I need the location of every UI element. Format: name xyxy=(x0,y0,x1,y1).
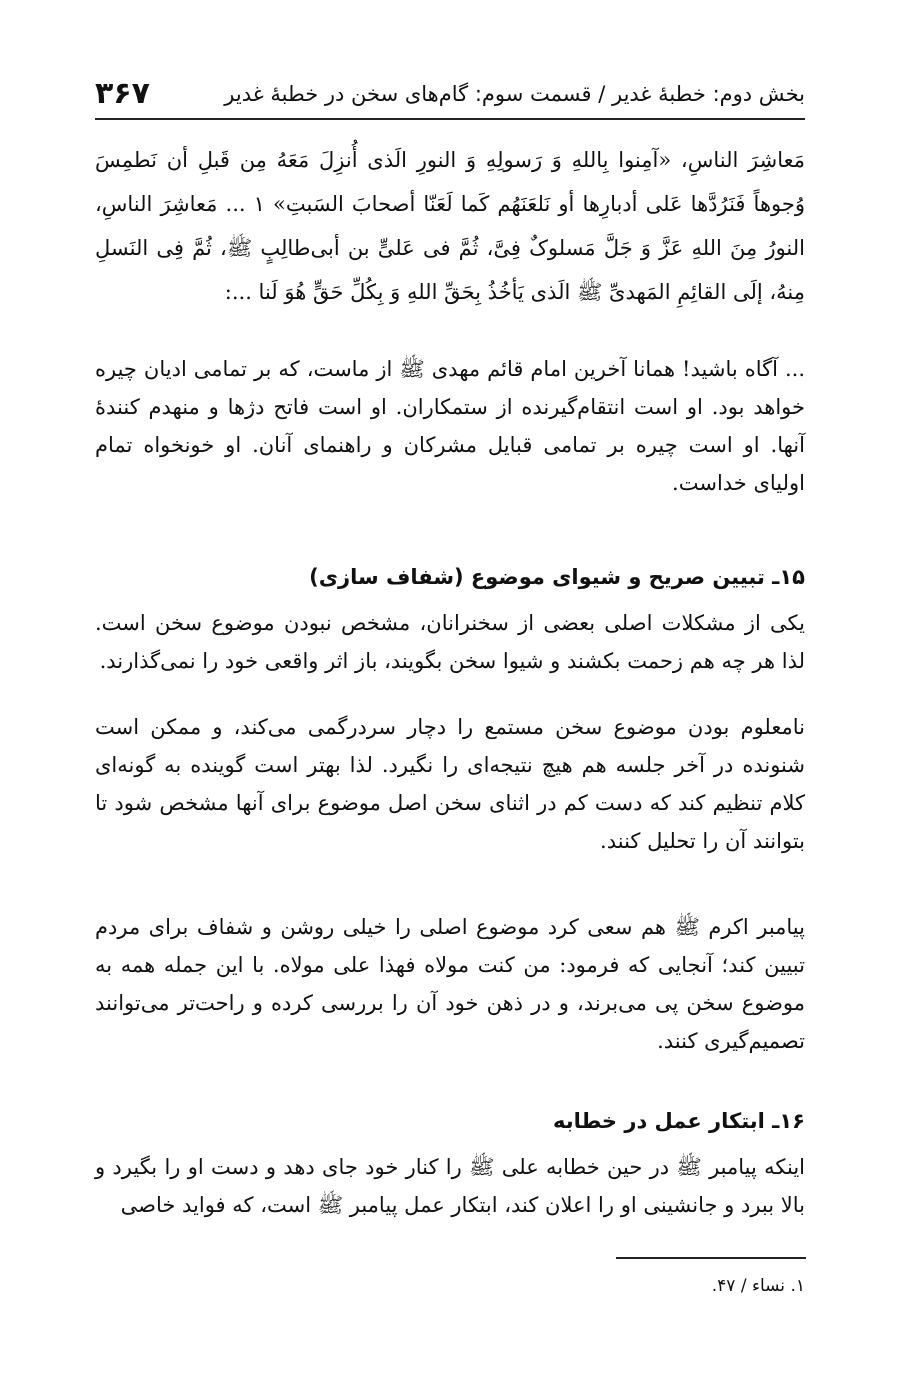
section-15-heading-block xyxy=(95,560,805,594)
section-15-paragraph-2-block xyxy=(95,708,805,860)
section-16-heading: ۱۶ـ ابتکار عمل در خطابه xyxy=(552,1109,805,1133)
page-number: ۳۶۷ xyxy=(95,76,150,111)
section-16-paragraph-1: اینکه پیامبر ﷺ در حین خطابه علی ﷺ را کنار خود جای دهد و دست او را بگیرد و بالا ببرد و جانشینی او را اعلان کند، ابتکار عمل پیامبر ﷺ است، که فواید خاصی xyxy=(95,1155,805,1217)
page-header xyxy=(95,68,805,120)
section-15-paragraph-3: پیامبر اکرم ﷺ هم سعی کرد موضوع اصلی را خیلی روشن و شفاف برای مردم تبیین کند؛ آنجایی که فرمود: من کنت مولاه فهذا علی مولاه. با این جمله همه به موضوع سخن پی می‌برند، و در ذهن خود آن را بررسی کرده و راحت‌تر می‌توانند تصمیم‌گیری کنند. xyxy=(95,915,805,1053)
running-title: بخش دوم: خطبهٔ غدیر / قسمت سوم: گام‌های سخن در خطبهٔ غدیر xyxy=(224,82,805,106)
section-15-paragraph-3-block xyxy=(95,908,805,1060)
footnote: ۱. نساء / ۴۷. xyxy=(711,1276,805,1296)
arabic-quote: مَعاشِرَ الناسِ، «آمِنوا بِاللهِ وَ رَسولِهِ وَ النورِ الَذی أُنزِلَ مَعَهُ مِن قَبلِ أن نَطمِسَ وُجوهاً فَنَرُدَّها عَلی أدبارِها أو نَلعَنَهُم کَما لَعَنّا أصحابَ السَبتِ» ۱ ... مَعاشِرَ الناسِ، النورُ مِنَ اللهِ عَزَّ وَ جَلَّ مَسلوکٌ فِیَّ، ثُمَّ فی عَلیٍّ بن أبی‌طالِبٍ ﷺ، ثُمَّ فِی النَسلِ مِنهُ، إلَی القائِمِ المَهدیِّ ﷺ الَذی یَأخُذُ بِحَقِّ اللهِ وَ بِکُلِّ حَقٍّ هُوَ لَنا ...: xyxy=(95,148,805,304)
arabic-quote-block xyxy=(95,138,805,314)
section-15-paragraph-1: یکی از مشکلات اصلی بعضی از سخنرانان، مشخص نبودن موضوع سخن است. لذا هر چه هم زحمت بکشند و شیوا سخن بگویند، باز اثر واقعی خود را نمی‌گذارند. xyxy=(95,611,805,673)
translation-block xyxy=(95,350,805,502)
translation-paragraph: ... آگاه باشید! همانا آخرین امام قائم مهدی ﷺ از ماست، که بر تمامی ادیان چیره خواهد بود. او است انتقام‌گیرنده از ستمکاران. او است فاتح دژها و منهدم کنندهٔ آنها. او است چیره بر تمامی قبایل مشرکان و راهنمای آنان. او خونخواه تمام اولیای خداست. xyxy=(95,357,805,495)
section-15-heading: ۱۵ـ تبیین صریح و شیوای موضوع (شفاف سازی) xyxy=(309,565,805,589)
section-15-paragraph-1-block xyxy=(95,604,805,680)
section-15-paragraph-2: نامعلوم بودن موضوع سخن مستمع را دچار سردرگمی می‌کند، و ممکن است شنونده در آخر جلسه هم هیچ نتیجه‌ای را نگیرد. لذا بهتر است گوینده به گونه‌ای کلام تنظیم کند که دست کم در اثنای سخن اصل موضوع برای آنها مشخص شود تا بتوانند آن را تحلیل کنند. xyxy=(95,715,805,853)
footnote-divider xyxy=(616,1257,806,1259)
section-16-paragraph-1-block xyxy=(95,1148,805,1224)
section-16-heading-block xyxy=(95,1104,805,1138)
